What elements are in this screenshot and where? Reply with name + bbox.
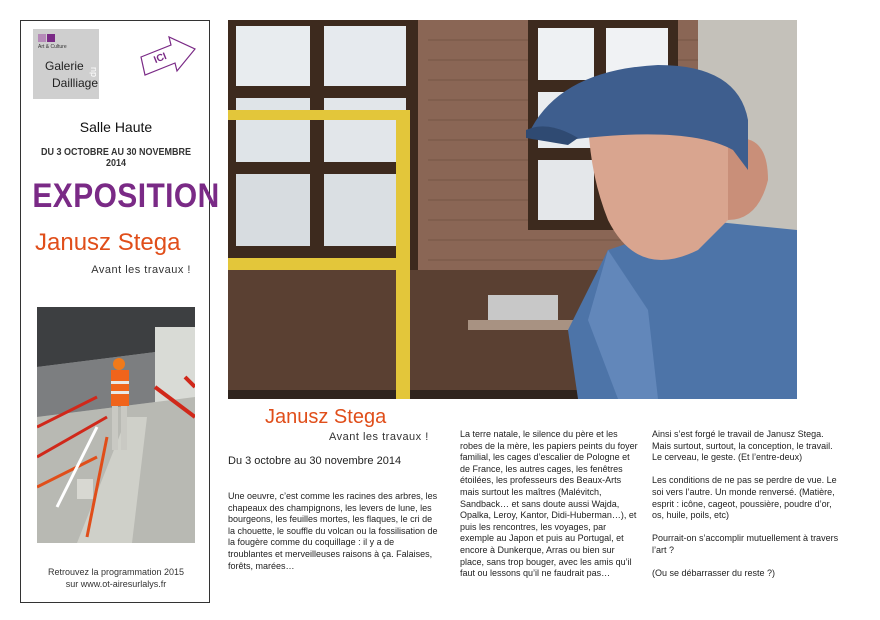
galerie-logo — [33, 29, 99, 99]
footer-website: sur www.ot-airesurlalys.fr — [65, 579, 167, 589]
exhibition-subtitle: Avant les travaux ! — [329, 431, 429, 443]
paragraph: (Ou se débarrasser du reste ?) — [652, 568, 776, 579]
paragraph: Les conditions de ne pas se perdre de vue. Le soi vers l’autre. Un monde renversé. (Matière, esprit : icône, cageot, poussière, poudre d’or, os, huile, poils, etc) — [652, 475, 837, 521]
ici-label: ICI — [152, 51, 169, 66]
logo-du: du — [88, 66, 99, 78]
exhibition-dates: Du 3 octobre au 30 novembre 2014 — [228, 455, 402, 467]
text-column-3 — [652, 429, 842, 591]
artist-portrait-photo — [228, 20, 797, 399]
logo-square-dark — [47, 34, 55, 42]
flyer-subtitle: Avant les travaux ! — [91, 264, 191, 276]
flyer-artist-name: Janusz Stega — [35, 229, 181, 256]
artist-name: Janusz Stega — [265, 406, 387, 428]
paragraph: Une oeuvre, c’est comme les racines des arbres, les chapeaux des champignons, les levers de lune, les bourgeons, les feuilles mortes, les flaques, le cri de la chouette, le souffle du volcan ou la fossilisation de la fougère comme du coquillage : il y a de troublantes et merveilleuses raisons à ça. Falaises, forêts, marées… — [228, 491, 438, 571]
paragraph: Pourrait-on s’accomplir mutuellement à travers l’art ? — [652, 533, 839, 555]
logo-square-light — [38, 34, 46, 42]
text-column-2 — [460, 429, 638, 591]
logo-line-2: Dailliage — [52, 76, 99, 90]
logo-line-1: Galerie — [45, 59, 84, 73]
exhibition-flyer — [20, 20, 220, 603]
footer-programme: Retrouvez la programmation 2015 — [47, 567, 185, 577]
text-column-1 — [228, 491, 438, 584]
paragraph: Ainsi s’est forgé le travail de Janusz Stega. Mais surtout, surtout, la conception, le travail. Le cerveau, le geste. (Et l’entre-deux) — [652, 429, 833, 463]
room-name: Salle Haute — [79, 119, 153, 135]
logo-tagline: Art & Culture — [38, 44, 67, 50]
paragraph: La terre natale, le silence du père et les robes de la mère, les papiers peints du foyer familial, les cages d’escalier de Pologne et de France, les autres cages, les fenêtres étoilées, les professeurs des Beaux-Arts mais surtout les maîtres (Malévitch, Sandback… et sans doute aussi Wajda, Opalka, Leroy, Kantor, Didi-Huberman…), et puis les rencontres, les voyages, par exemple au Japon et puis au Portugal, et encore à Dunkerque, Arras ou bien sur place, sans trop bouger, avec les amis qu’il faut ou lessons qu’il ne faudrait pas… — [460, 429, 638, 579]
exposition-heading: EXPOSITION — [32, 177, 220, 215]
flyer-dates: DU 3 OCTOBRE AU 30 NOVEMBRE 2014 — [40, 147, 192, 169]
construction-site-photo — [37, 307, 195, 543]
